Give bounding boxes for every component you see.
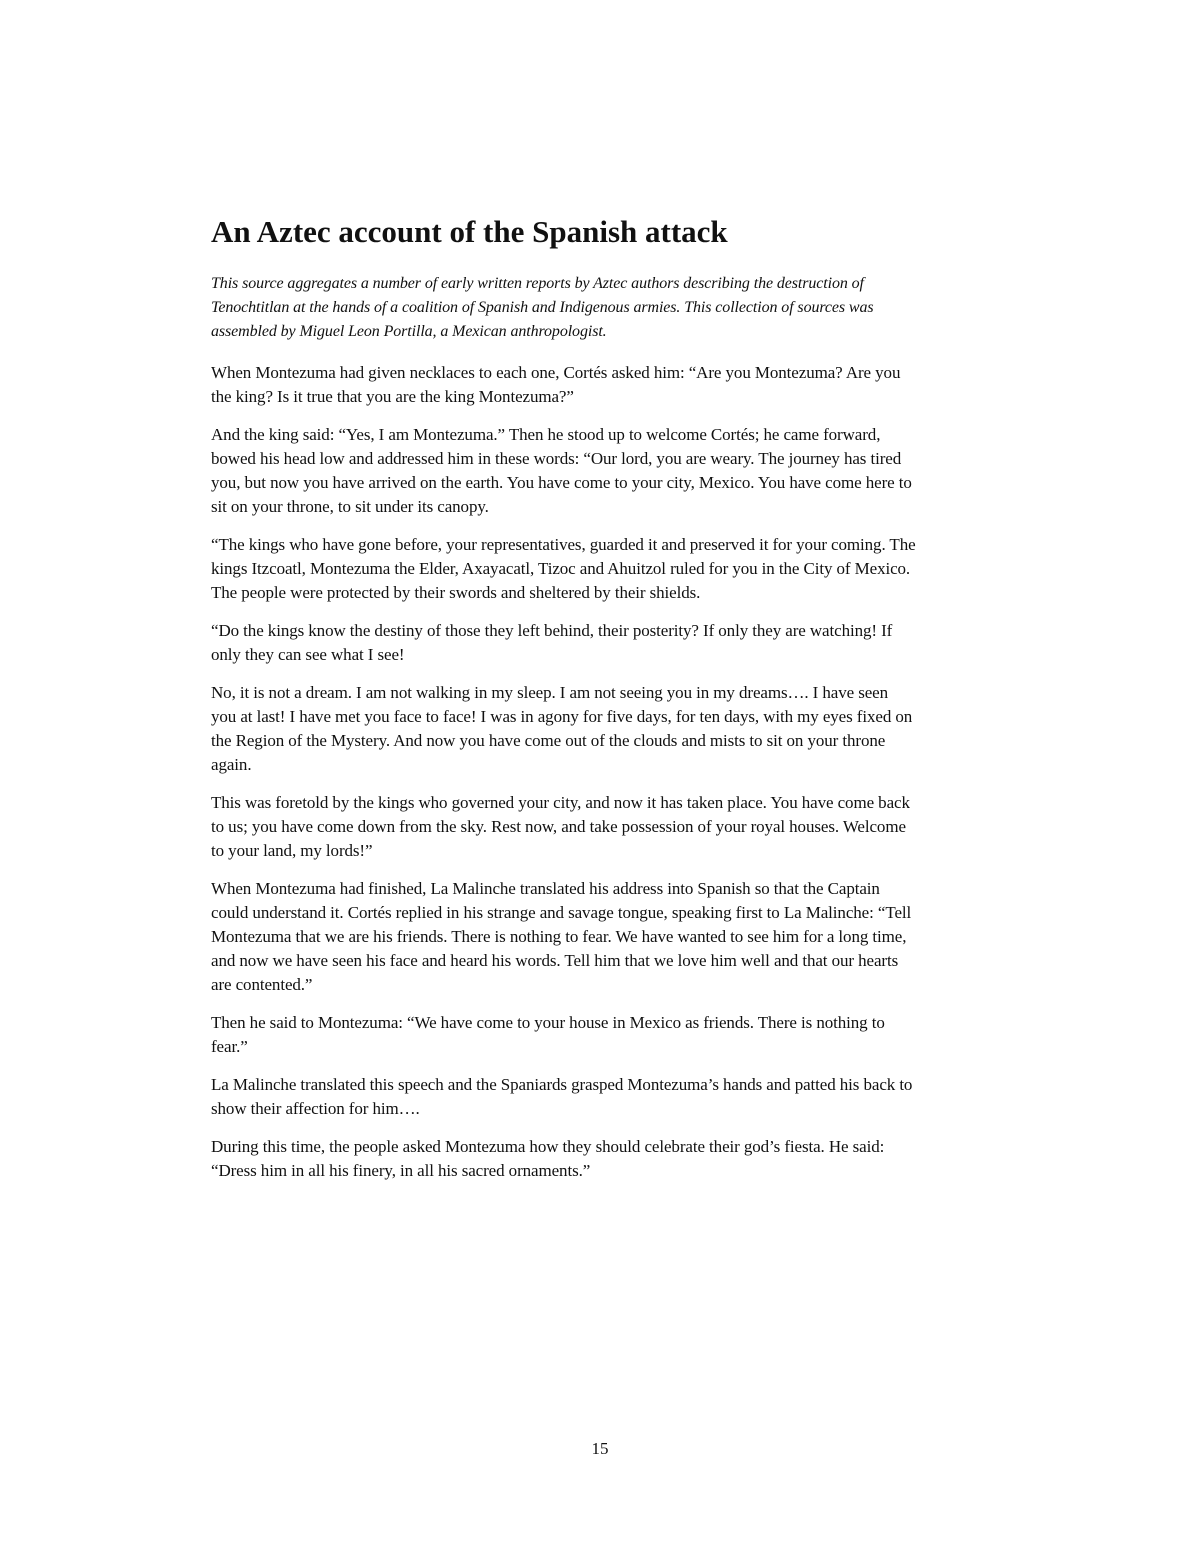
paragraph: La Malinche translated this speech and the Spaniards grasped Montezuma’s hands and patted his back to show their affection for him…. — [211, 1075, 913, 1118]
paragraph: When Montezuma had finished, La Malinche translated his address into Spanish so that the Captain could understand it. Cortés replied in his strange and savage tongue, speaking first to La Malinche: “Tell Montezuma that we are his friends. There is nothing to fear. We have wanted to see him for a long time, and now we have seen his face and heard his words. Tell him that we love him well and that our hearts are contented.” — [211, 879, 912, 994]
paragraph: Then he said to Montezuma: “We have come to your house in Mexico as friends. There is nothing to fear.” — [211, 1013, 885, 1056]
page-number: 15 — [591, 1439, 609, 1458]
paragraph: When Montezuma had given necklaces to each one, Cortés asked him: “Are you Montezuma? Are you the king? Is it true that you are the king Montezuma?” — [211, 363, 901, 406]
document-page — [211, 212, 917, 1197]
paragraph: No, it is not a dream. I am not walking in my sleep. I am not seeing you in my dreams…. I have seen you at last! I have met you face to face! I was in agony for five days, for ten days, with my eyes fixed on the Region of the Mystery. And now you have come out of the clouds and mists to sit on your throne again. — [211, 683, 913, 774]
intro-text: This source aggregates a number of early written reports by Aztec authors describing the destruction of Tenochtitlan at the hands of a coalition of Spanish and Indigenous armies. This collection of sources was assembled by Miguel Leon Portilla, a Mexican anthropologist. — [211, 275, 874, 340]
paragraph: “The kings who have gone before, your representatives, guarded it and preserved it for your coming. The kings Itzcoatl, Montezuma the Elder, Axayacatl, Tizoc and Ahuitzol ruled for you in the City of Mexico. The people were protected by their swords and sheltered by their shields. — [211, 535, 916, 602]
paragraph: And the king said: “Yes, I am Montezuma.” Then he stood up to welcome Cortés; he came forward, bowed his head low and addressed him in these words: “Our lord, you are weary. The journey has tired you, but now you have arrived on the earth. You have come to your city, Mexico. You have come here to sit on your throne, to sit under its canopy. — [211, 425, 912, 516]
paragraph: This was foretold by the kings who governed your city, and now it has taken place. You have come back to us; you have come down from the sky. Rest now, and take possession of your royal houses. Welcome to your land, my lords!” — [211, 793, 910, 860]
page-title: An Aztec account of the Spanish attack — [211, 214, 728, 249]
paragraph: During this time, the people asked Montezuma how they should celebrate their god’s fiesta. He said: “Dress him in all his finery, in all his sacred ornaments.” — [211, 1137, 885, 1180]
paragraph: “Do the kings know the destiny of those they left behind, their posterity? If only they are watching! If only they can see what I see! — [211, 621, 893, 664]
